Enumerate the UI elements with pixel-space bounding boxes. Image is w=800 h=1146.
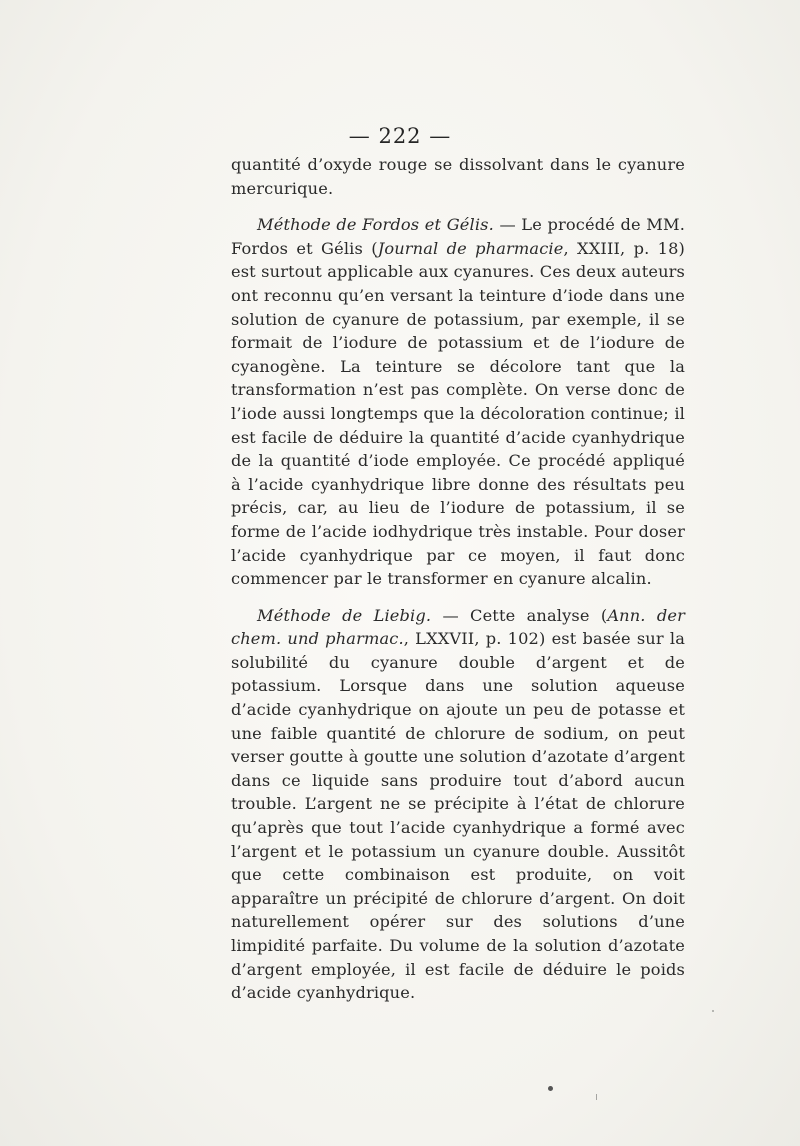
paper-speck <box>596 1094 597 1100</box>
section-heading-liebig: Méthode de Liebig. <box>257 605 432 625</box>
paragraph-text: , XXIII, p. 18) est surtout applicable aux cyanures. Ces deux auteurs ont reconnu qu’en versant la teinture d’iode dans une solution de cyanure de potassium, par exemple, il se formait de l’iodure de potassium et de l’iodure de cyanogène. La teinture se décolore tant que la transformation n’est pas complète. On verse donc de l’iode aussi longtemps que la décoloration continue; il est facile de déduire la quantité d’acide cyanhydrique de la quantité d’iode employée. Ce procédé appliqué à l’acide cyanhydrique libre donne des résultats peu précis, car, au lieu de l’iodure de potassium, il se forme de l’acide iodhydrique très instable. Pour doser l’acide cyanhydrique par ce moyen, il faut donc commencer par le transformer en cyanure alcalin. <box>231 238 686 589</box>
paper-speck <box>548 1086 553 1091</box>
page-number: — 222 — <box>348 124 452 148</box>
paragraph-text: quantité d’oxyde rouge se dissolvant dans le cyanure mercurique. <box>231 155 685 198</box>
paper-speck <box>712 1010 714 1012</box>
page-body <box>231 153 685 1005</box>
paragraph-continuation <box>231 153 685 200</box>
paragraph-liebig <box>231 604 685 1005</box>
journal-reference: Journal de pharmacie <box>377 238 564 258</box>
paragraph-fordos-gelis <box>231 213 685 591</box>
section-heading-fordos-gelis: Méthode de Fordos et Gélis. <box>257 215 494 235</box>
paragraph-text: , LXXVII, p. 102) est basée sur la solubilité du cyanure double d’argent et de potassium. Lorsque dans une solution aqueuse d’acide cyanhydrique on ajoute un peu de potasse et une faible quantité de chlorure de sodium, on peut verser goutte à goutte une solution d’azotate d’argent dans ce liquide sans produire tout d’abord aucun trouble. L’argent ne se précipite à l’état de chlorure qu’après que tout l’acide cyanhydrique a formé avec l’argent et le potassium un cyanure double. Aussitôt que cette combinaison est produite, on voit apparaître un précipité de chlorure d’argent. On doit naturellement opérer sur des solutions d’une limpidité parfaite. Du volume de la solution d’azotate d’argent employée, il est facile de déduire le poids d’acide cyanhydrique. <box>231 629 685 1003</box>
journal-reference: Ann. der chem. und pharmac. <box>231 605 685 649</box>
paragraph-text: — Le procédé de MM. Fordos et Gélis ( <box>231 215 685 258</box>
paragraph-text: — Cette analyse ( <box>431 605 608 625</box>
